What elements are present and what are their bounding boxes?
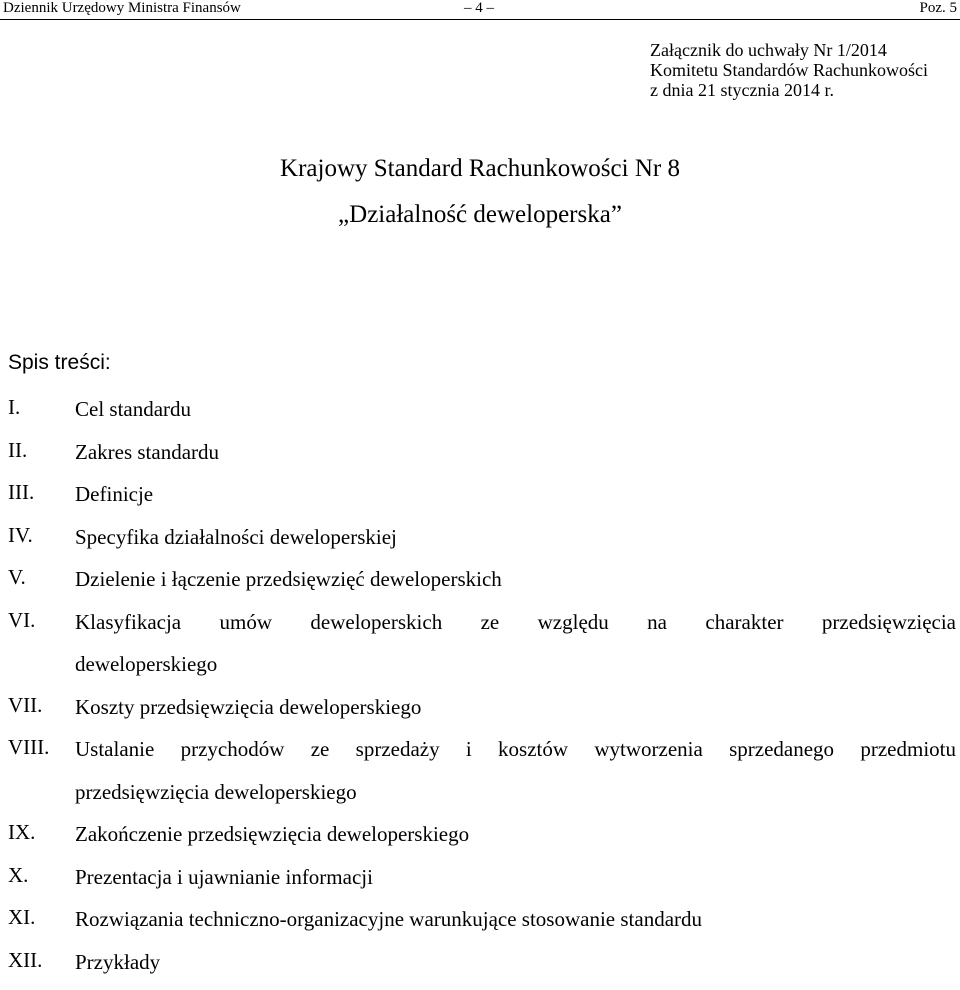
annex-line: Załącznik do uchwały Nr 1/2014	[650, 40, 928, 60]
toc-item-title: Przykłady	[75, 948, 956, 990]
toc-item-number: III.	[8, 480, 34, 505]
toc-item	[8, 948, 956, 990]
toc-item-title: Dzielenie i łączenie przedsięwzięć deweloperskich	[75, 565, 956, 608]
toc-item-title: Specyfika działalności deweloperskiej	[75, 523, 956, 566]
position-number: Poz. 5	[920, 0, 958, 17]
toc-item-title: Definicje	[75, 480, 956, 523]
toc-item-number: II.	[8, 438, 27, 463]
toc-item	[8, 523, 956, 566]
toc-item	[8, 608, 956, 693]
toc-item-title: Zakres standardu	[75, 438, 956, 481]
toc-item	[8, 438, 956, 481]
toc-item	[8, 735, 956, 820]
toc-item	[8, 820, 956, 863]
annex-block	[650, 40, 928, 100]
toc-item-number: VII.	[8, 693, 42, 718]
toc-item-number: IX.	[8, 820, 35, 845]
toc-item-number: I.	[8, 395, 20, 420]
page-number: – 4 –	[464, 0, 494, 17]
toc-item	[8, 565, 956, 608]
document-title: Krajowy Standard Rachunkowości Nr 8	[0, 155, 960, 183]
toc-item-number: IV.	[8, 523, 33, 548]
toc-item-title: Koszty przedsięwzięcia deweloperskiego	[75, 693, 956, 736]
toc-item-title: Ustalanie przychodów ze sprzedaży i kosztów wytworzenia sprzedanego przedmiotu	[75, 735, 956, 778]
toc-item-title: Zakończenie przedsięwzięcia deweloperskiego	[75, 820, 956, 863]
header-rule	[0, 19, 960, 20]
toc-item-number: X.	[8, 863, 28, 888]
toc-item-number: VIII.	[8, 735, 49, 760]
toc-heading: Spis treści:	[8, 351, 111, 375]
toc-item-title: Cel standardu	[75, 395, 956, 438]
journal-name: Dziennik Urzędowy Ministra Finansów	[3, 0, 241, 17]
page-header	[0, 0, 960, 17]
toc-item-title: deweloperskiego	[75, 650, 956, 693]
toc-item-number: VI.	[8, 608, 35, 633]
annex-line: z dnia 21 stycznia 2014 r.	[650, 80, 928, 100]
toc-item	[8, 395, 956, 438]
toc-item-number: XI.	[8, 905, 35, 930]
toc-item-title: Prezentacja i ujawnianie informacji	[75, 863, 956, 906]
toc-item	[8, 863, 956, 906]
toc-item-number: XII.	[8, 948, 42, 973]
annex-line: Komitetu Standardów Rachunkowości	[650, 60, 928, 80]
toc-item	[8, 905, 956, 948]
toc-item-number: V.	[8, 565, 26, 590]
document-subtitle: „Działalność deweloperska”	[0, 201, 960, 229]
toc-item-title: Rozwiązania techniczno-organizacyjne warunkujące stosowanie standardu	[75, 905, 956, 948]
toc-item-title: Klasyfikacja umów deweloperskich ze względu na charakter przedsięwzięcia	[75, 608, 956, 651]
toc-item	[8, 480, 956, 523]
table-of-contents	[8, 395, 956, 990]
toc-item-title: przedsięwzięcia deweloperskiego	[75, 778, 956, 821]
toc-item	[8, 693, 956, 736]
